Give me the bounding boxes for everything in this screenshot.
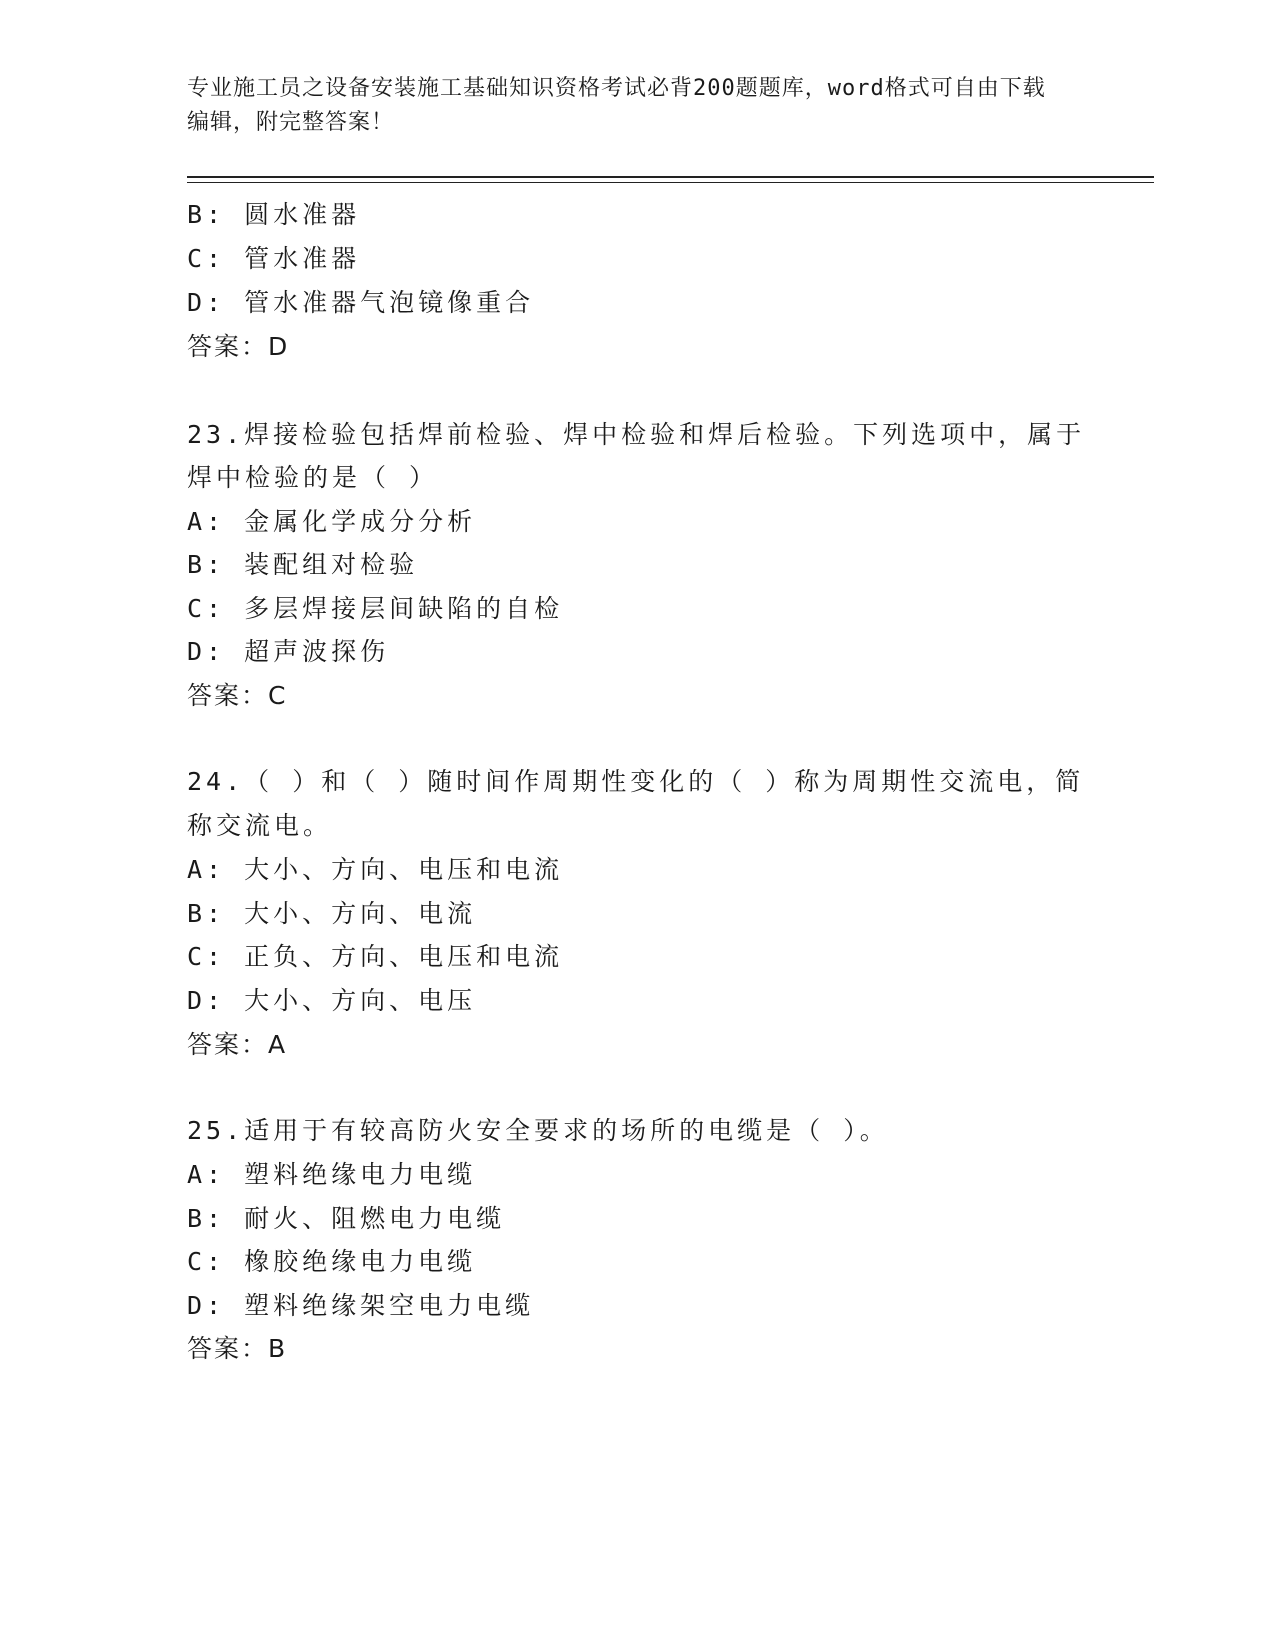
- q23-answer: 答案：C: [187, 681, 288, 710]
- q23-option-c: C: 多层焊接层间缺陷的自检: [187, 594, 564, 623]
- q24-stem-line2: 称交流电。: [187, 811, 333, 840]
- q25-option-c: C: 橡胶绝缘电力电缆: [187, 1247, 477, 1276]
- header-rule-thin: [187, 182, 1154, 183]
- q24-option-c: C: 正负、方向、电压和电流: [187, 942, 564, 971]
- q24-option-b: B: 大小、方向、电流: [187, 899, 477, 928]
- q22-option-d: D: 管水准器气泡镜像重合: [187, 288, 535, 317]
- q23-option-a: A: 金属化学成分分析: [187, 507, 477, 536]
- q22-option-c: C: 管水准器: [187, 244, 361, 273]
- q25-stem-line1: 25.适用于有较高防火安全要求的场所的电缆是（ ）。: [187, 1116, 889, 1145]
- q23-stem-line2: 焊中检验的是（ ）: [187, 463, 439, 492]
- q25-option-a: A: 塑料绝缘电力电缆: [187, 1160, 477, 1189]
- q22-option-b: B: 圆水准器: [187, 200, 361, 229]
- q24-answer: 答案：A: [187, 1030, 288, 1059]
- document-header: 专业施工员之设备安装施工基础知识资格考试必背200题题库，word格式可自由下载编辑，附完整答案！: [187, 76, 1046, 135]
- q25-option-d: D: 塑料绝缘架空电力电缆: [187, 1291, 535, 1320]
- q22-answer: 答案：D: [187, 332, 290, 361]
- q23-option-d: D: 超声波探伤: [187, 637, 390, 666]
- q24-stem-line1: 24.（ ）和（ ）随时间作周期性变化的（ ）称为周期性交流电，简: [187, 767, 1085, 796]
- q23-stem-line1: 23.焊接检验包括焊前检验、焊中检验和焊后检验。下列选项中，属于: [187, 420, 1086, 449]
- q23-option-b: B: 装配组对检验: [187, 550, 419, 579]
- q24-option-a: A: 大小、方向、电压和电流: [187, 855, 564, 884]
- header-rule-thick: [187, 176, 1154, 178]
- q24-option-d: D: 大小、方向、电压: [187, 986, 477, 1015]
- q25-option-b: B: 耐火、阻燃电力电缆: [187, 1204, 506, 1233]
- q25-answer: 答案：B: [187, 1334, 288, 1363]
